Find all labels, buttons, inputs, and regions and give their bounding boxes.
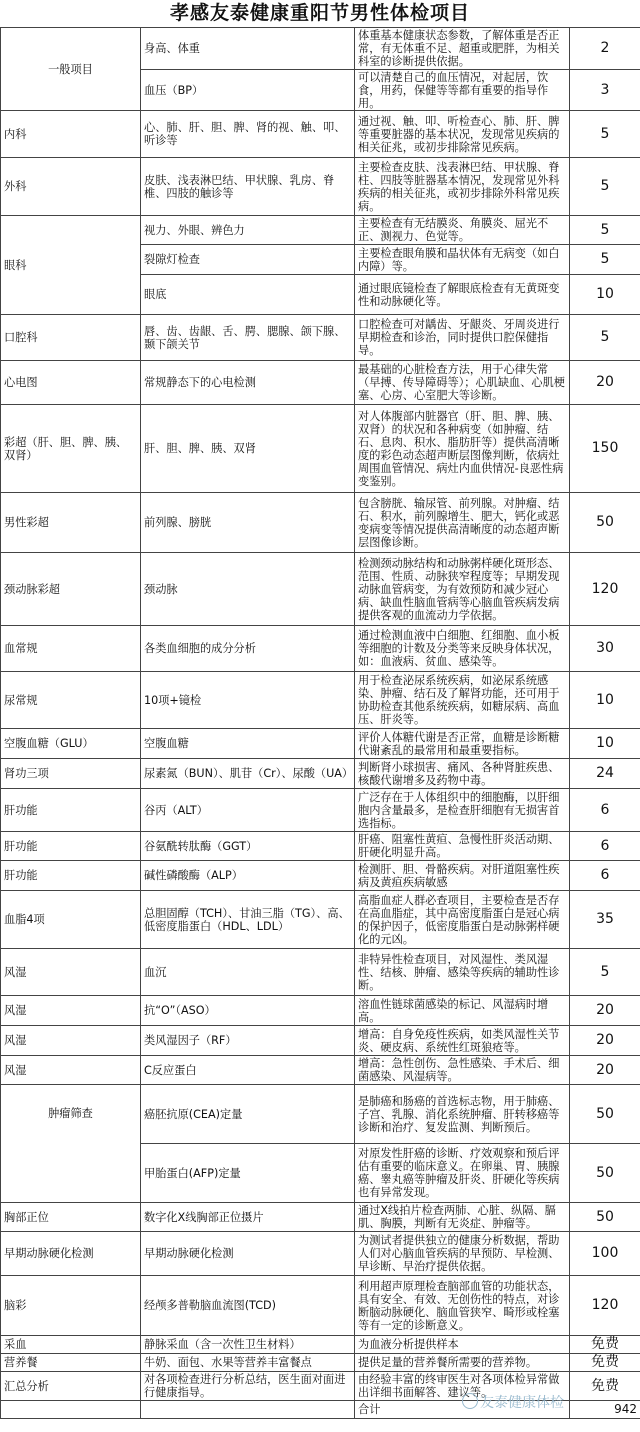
- item-cell: 身高、体重: [141, 28, 355, 70]
- category-cell: 风湿: [1, 996, 141, 1026]
- category-cell: 脑彩: [1, 1276, 141, 1336]
- table-row: [1, 1203, 640, 1232]
- item-cell: 数字化X线胸部正位摄片: [141, 1203, 355, 1232]
- total-row: [1, 1401, 640, 1419]
- item-cell: 早期动脉硬化检测: [141, 1232, 355, 1276]
- category-cell: 肝功能: [1, 861, 141, 891]
- category-cell: 尿常规: [1, 672, 141, 729]
- item-cell: 谷丙（ALT）: [141, 789, 355, 832]
- price-cell: 3: [570, 70, 640, 111]
- item-cell: 各类血细胞的成分分析: [141, 626, 355, 672]
- description-cell: 体重基本健康状态参数，了解体重是否正常，有无体重不足、超重或肥胖，为相关科室的诊断提供依据。: [355, 28, 570, 70]
- item-cell: 心、肺、肝、胆、脾、肾的视、触、叩、听诊等: [141, 111, 355, 158]
- table-row: [1, 553, 640, 626]
- price-cell: 50: [570, 1085, 640, 1144]
- description-cell: 增高：自身免疫性疾病，如类风湿性关节炎、硬皮病、系统性红斑狼疮等。: [355, 1026, 570, 1056]
- table-row: [1, 729, 640, 759]
- table-row: [1, 361, 640, 405]
- watermark: 友泰健康体检: [462, 1392, 564, 1412]
- description-cell: 为测试者提供独立的健康分析数据，帮助人们对心脑血管疾病的早预防、早检测、早诊断、早治疗提供依据。: [355, 1232, 570, 1276]
- description-cell: 非特异性检查项目，对风湿性、类风湿性、结核、肿瘤、感染等疾病的辅助性诊断。: [355, 949, 570, 996]
- item-cell: 肝、胆、脾、胰、双肾: [141, 405, 355, 493]
- description-cell: 对原发性肝癌的诊断、疗效观察和预后评估有重要的临床意义。在卵巢、胃、胰腺癌、睾丸癌等肿瘤及肝炎、肝硬化等疾病也有异常发现。: [355, 1144, 570, 1203]
- price-cell: 120: [570, 1276, 640, 1336]
- item-cell: 皮肤、浅表淋巴结、甲状腺、乳房、脊椎、四肢的触诊等: [141, 158, 355, 216]
- table-row: [1, 1026, 640, 1056]
- price-cell: 6: [570, 832, 640, 861]
- category-cell: 血脂4项: [1, 891, 141, 949]
- table-row: [1, 672, 640, 729]
- category-cell: 空腹血糖（GLU）: [1, 729, 141, 759]
- price-cell: 10: [570, 672, 640, 729]
- category-cell: 风湿: [1, 1056, 141, 1085]
- table-row: [1, 626, 640, 672]
- item-cell: 尿素氮（BUN）、肌苷（Cr）、尿酸（UA）: [141, 759, 355, 789]
- category-cell: 汇总分析: [1, 1372, 141, 1401]
- category-cell: 营养餐: [1, 1354, 141, 1372]
- price-cell: 50: [570, 493, 640, 553]
- category-cell: 男性彩超: [1, 493, 141, 553]
- price-cell: 5: [570, 315, 640, 361]
- table-row: [1, 1276, 640, 1336]
- table-row: [1, 315, 640, 361]
- description-cell: 可以清楚自己的血压情况，对起居，饮食，用药，保健等等都有重要的指导作用。: [355, 70, 570, 111]
- price-cell: 5: [570, 111, 640, 158]
- price-cell: 150: [570, 405, 640, 493]
- category-cell: 彩超（肝、胆、脾、胰、双肾）: [1, 405, 141, 493]
- price-cell: 2: [570, 28, 640, 70]
- category-cell: 肿瘤筛查: [1, 1085, 141, 1203]
- table-row: [1, 996, 640, 1026]
- price-cell: 35: [570, 891, 640, 949]
- price-cell: 免费: [570, 1354, 640, 1372]
- category-cell: 早期动脉硬化检测: [1, 1232, 141, 1276]
- table-row: [1, 1056, 640, 1085]
- item-cell: 前列腺、膀胱: [141, 493, 355, 553]
- description-cell: 通过X线拍片检查两肺、心脏、纵隔、膈肌、胸膜，判断有无炎症、肿瘤等。: [355, 1203, 570, 1232]
- category-cell: 内科: [1, 111, 141, 158]
- category-cell: 风湿: [1, 949, 141, 996]
- table-row: [1, 1085, 640, 1144]
- price-cell: 免费: [570, 1372, 640, 1401]
- description-cell: 最基础的心脏检查方法，用于心律失常（早搏、传导障碍等）；心肌缺血、心肌梗塞、心房、心室肥大等诊断。: [355, 361, 570, 405]
- item-cell: 血压（BP）: [141, 70, 355, 111]
- item-cell: 裂隙灯检查: [141, 245, 355, 275]
- description-cell: 口腔检查可对龋齿、牙龈炎、牙周炎进行早期检查和诊治，同时提供口腔保健指导。: [355, 315, 570, 361]
- price-cell: 20: [570, 361, 640, 405]
- price-cell: 20: [570, 1026, 640, 1056]
- table-row: [1, 1354, 640, 1372]
- description-cell: 检测颈动脉结构和动脉粥样硬化斑形态、范围、性质、动脉狭窄程度等；早期发现动脉血管病变，为有效预防和减少冠心病、缺血性脑血管病等心脑血管疾病发病提供客观的血流动力学依据。: [355, 553, 570, 626]
- item-cell: 空腹血糖: [141, 729, 355, 759]
- description-cell: 由经验丰富的终审医生对各项体检异常做出详细书面解答、建议等。: [355, 1372, 570, 1401]
- description-cell: 包含膀胱、输尿管、前列腺。对肿瘤、结石、积水，前列腺增生、肥大，钙化或恶变病变等情况提供高清晰度的动态超声断层图像诊断。: [355, 493, 570, 553]
- category-cell: 胸部正位: [1, 1203, 141, 1232]
- description-cell: 肝癌、阻塞性黄疸、急慢性肝炎活动期、肝硬化明显升高。: [355, 832, 570, 861]
- item-cell: 谷氨酰转肽酶（GGT）: [141, 832, 355, 861]
- price-cell: 免费: [570, 1336, 640, 1354]
- category-cell: 一般项目: [1, 28, 141, 111]
- category-cell: 风湿: [1, 1026, 141, 1056]
- category-cell: 肝功能: [1, 789, 141, 832]
- item-cell: 10项+镜检: [141, 672, 355, 729]
- item-cell: 唇、齿、齿龈、舌、腭、腮腺、颌下腺、颞下颌关节: [141, 315, 355, 361]
- category-cell: 眼科: [1, 216, 141, 315]
- category-cell: 颈动脉彩超: [1, 553, 141, 626]
- description-cell: 对人体腹部内脏器官（肝、胆、脾、胰、双肾）的状况和各种病变（如肿瘤、结石、息肉、积水、脂肪肝等）提供高清晰度的彩色动态超声断层图像判断，依病灶周围血管情况、病灶内血供情况-良恶性病变鉴别。: [355, 405, 570, 493]
- category-cell: 肝功能: [1, 832, 141, 861]
- empty-cell: [141, 1401, 355, 1419]
- item-cell: 常规静态下的心电检测: [141, 361, 355, 405]
- item-cell: 碱性磷酸酶（ALP）: [141, 861, 355, 891]
- item-cell: 颈动脉: [141, 553, 355, 626]
- table-row: [1, 891, 640, 949]
- category-cell: 外科: [1, 158, 141, 216]
- item-cell: 血沉: [141, 949, 355, 996]
- table-row: [1, 28, 640, 70]
- item-cell: 视力、外眼、辨色力: [141, 216, 355, 245]
- item-cell: 眼底: [141, 275, 355, 315]
- category-cell: 肾功三项: [1, 759, 141, 789]
- price-cell: 50: [570, 1203, 640, 1232]
- price-cell: 30: [570, 626, 640, 672]
- category-cell: 口腔科: [1, 315, 141, 361]
- description-cell: 利用超声原理检查脑部血管的功能状态，具有安全、有效、无创伤性的特点，对诊断脑动脉硬化、脑血管狭窄、畸形或栓塞等有一定的诊断意义。: [355, 1276, 570, 1336]
- table-row: [1, 861, 640, 891]
- item-cell: 癌胚抗原(CEA)定量: [141, 1085, 355, 1144]
- table-row: [1, 759, 640, 789]
- category-cell: 心电图: [1, 361, 141, 405]
- price-cell: 5: [570, 158, 640, 216]
- description-cell: 增高：急性创伤、急性感染、手术后、细菌感染、风湿病等。: [355, 1056, 570, 1085]
- description-cell: 主要检查有无结膜炎、角膜炎、屈光不正、测视力、色觉等。: [355, 216, 570, 245]
- description-cell: 提供足量的营养餐所需要的营养物。: [355, 1354, 570, 1372]
- item-cell: 抗“O”（ASO）: [141, 996, 355, 1026]
- total-label: 合计: [355, 1401, 570, 1419]
- category-cell: 血常规: [1, 626, 141, 672]
- item-cell: 总胆固醇（TCH）、甘油三脂（TG）、高、低密度脂蛋白（HDL、LDL）: [141, 891, 355, 949]
- price-cell: 100: [570, 1232, 640, 1276]
- price-cell: 5: [570, 216, 640, 245]
- category-cell: 采血: [1, 1336, 141, 1354]
- table-row: [1, 832, 640, 861]
- description-cell: 检测肝、胆、骨骼疾病。对肝道阻塞性疾病及黄疸疾病敏感: [355, 861, 570, 891]
- page-title: 孝感友泰健康重阳节男性体检项目: [169, 2, 470, 24]
- description-cell: 通过视、触、叩、听检查心、肺、肝、脾等重要脏器的基本状况，发现常见疾病的相关征兆，或初步排除常见疾病。: [355, 111, 570, 158]
- description-cell: 为血液分析提供样本: [355, 1336, 570, 1354]
- item-cell: 静脉采血（含一次性卫生材料）: [141, 1336, 355, 1354]
- total-value: 942: [570, 1401, 640, 1419]
- description-cell: 主要检查眼角膜和晶状体有无病变（如白内障）等。: [355, 245, 570, 275]
- price-cell: 10: [570, 275, 640, 315]
- price-cell: 20: [570, 1056, 640, 1085]
- price-cell: 6: [570, 789, 640, 832]
- empty-cell: [1, 1401, 141, 1419]
- price-cell: 20: [570, 996, 640, 1026]
- item-cell: 对各项检查进行分析总结，医生面对面进行健康指导。: [141, 1372, 355, 1401]
- description-cell: 溶血性链球菌感染的标记、风湿病时增高。: [355, 996, 570, 1026]
- exam-items-table: [0, 27, 640, 1419]
- table-row: [1, 789, 640, 832]
- table-row: [1, 405, 640, 493]
- price-cell: 120: [570, 553, 640, 626]
- table-row: [1, 1232, 640, 1276]
- table-row: [1, 158, 640, 216]
- price-cell: 50: [570, 1144, 640, 1203]
- price-cell: 10: [570, 729, 640, 759]
- description-cell: 评价人体糖代谢是否正常，血糖是诊断糖代谢紊乱的最常用和最重要指标。: [355, 729, 570, 759]
- description-cell: 判断肾小球损害、痛风、各种肾脏疾患、核酸代谢增多及药物中毒。: [355, 759, 570, 789]
- price-cell: 5: [570, 949, 640, 996]
- item-cell: C反应蛋白: [141, 1056, 355, 1085]
- description-cell: 通过检测血液中白细胞、红细胞、血小板等细胞的计数及分类等来反映身体状况，如：血液病、贫血、感染等。: [355, 626, 570, 672]
- price-cell: 5: [570, 245, 640, 275]
- item-cell: 类风湿因子（RF）: [141, 1026, 355, 1056]
- table-row: [1, 216, 640, 245]
- table-row: [1, 949, 640, 996]
- description-cell: 广泛存在于人体组织中的细胞酶，以肝细胞内含量最多，是检查肝细胞有无损害首选指标。: [355, 789, 570, 832]
- item-cell: 甲胎蛋白(AFP)定量: [141, 1144, 355, 1203]
- table-row: [1, 1372, 640, 1401]
- item-cell: 牛奶、面包、水果等营养丰富餐点: [141, 1354, 355, 1372]
- table-row: [1, 493, 640, 553]
- price-cell: 24: [570, 759, 640, 789]
- description-cell: 通过眼底镜检查了解眼底检查有无黄斑变性和动脉硬化等。: [355, 275, 570, 315]
- table-row: [1, 1336, 640, 1354]
- description-cell: 用于检查泌尿系统疾病，如泌尿系统感染、肿瘤、结石及了解肾功能，还可用于协助检查其他系统疾病，如糖尿病、高血压、肝炎等。: [355, 672, 570, 729]
- description-cell: 主要检查皮肤、浅表淋巴结、甲状腺、脊柱、四肢等脏器基本情况，发现常见外科疾病的相关征兆，或初步排除外科常见疾病。: [355, 158, 570, 216]
- description-cell: 是肺癌和肠癌的首选标志物，用于肺癌、子宫、乳腺、消化系统肿瘤、肝转移癌等诊断和治疗、复发监测、判断预后。: [355, 1085, 570, 1144]
- table-row: [1, 111, 640, 158]
- description-cell: 高脂血症人群必查项目，主要检查是否存在高血脂症，其中高密度脂蛋白是冠心病的保护因子，低密度脂蛋白是动脉粥样硬化的元凶。: [355, 891, 570, 949]
- price-cell: 6: [570, 861, 640, 891]
- item-cell: 经颅多普勒脑血流图(TCD): [141, 1276, 355, 1336]
